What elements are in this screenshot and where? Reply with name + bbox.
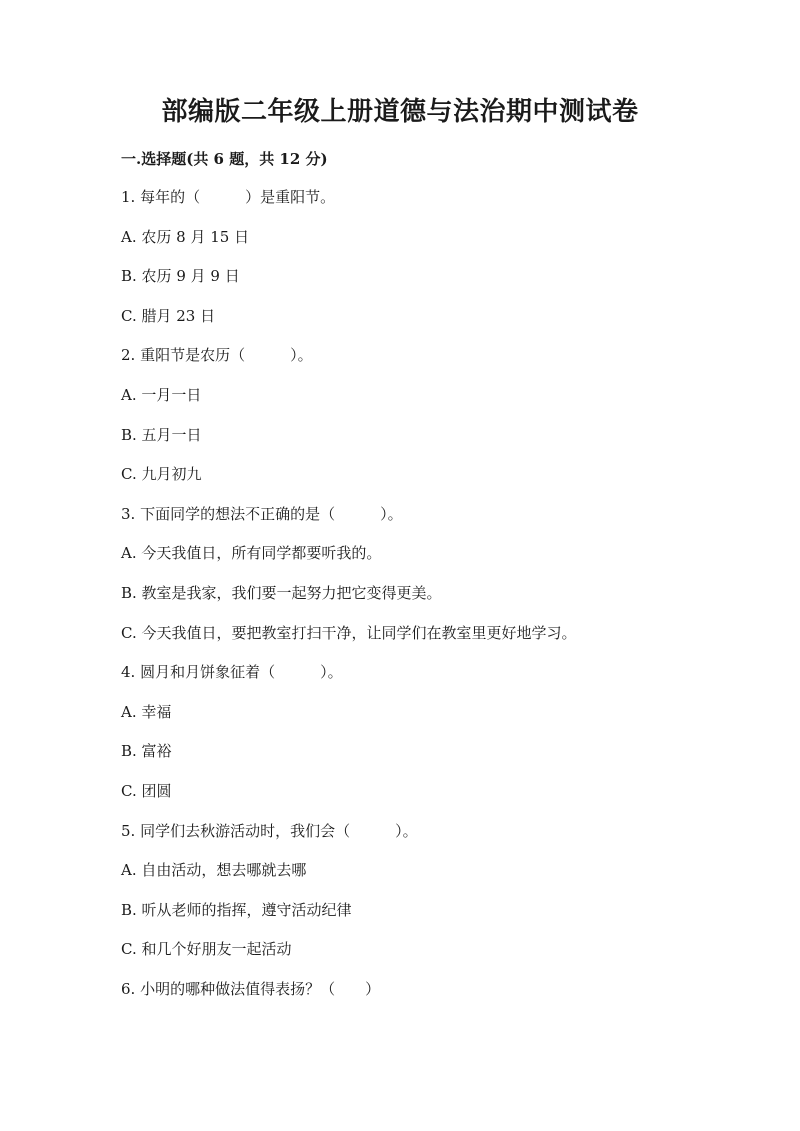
question-1-option-c: C. 腊月 23 日 (121, 306, 216, 325)
section-heading: 一.选择题(共 6 题，共 12 分) (121, 150, 328, 168)
question-4-option-c: C. 团圆 (121, 781, 172, 800)
question-4-option-b: B. 富裕 (121, 742, 172, 761)
question-4: 4. 圆月和月饼象征着（ ）。 (121, 663, 343, 682)
question-2-option-a: A. 一月一日 (121, 385, 202, 404)
question-2: 2. 重阳节是农历（ ）。 (121, 346, 313, 365)
question-5: 5. 同学们去秋游活动时，我们会（ ）。 (121, 821, 418, 840)
question-5-option-b: B. 听从老师的指挥，遵守活动纪律 (121, 900, 352, 919)
question-3: 3. 下面同学的想法不正确的是（ ）。 (121, 504, 403, 523)
question-5-option-c: C. 和几个好朋友一起活动 (121, 940, 292, 959)
question-1: 1. 每年的（ ）是重阳节。 (121, 188, 336, 206)
question-6: 6. 小明的哪种做法值得表扬？（ ） (121, 979, 381, 998)
page-title: 部编版二年级上册道德与法治期中测试卷 (161, 97, 639, 127)
question-3-option-c: C. 今天我值日，要把教室打扫干净，让同学们在教室里更好地学习。 (121, 623, 577, 642)
question-list (121, 184, 761, 1015)
question-1-option-b: B. 农历 9 月 9 日 (121, 267, 240, 286)
question-2-option-c: C. 九月初九 (121, 465, 202, 484)
question-2-option-b: B. 五月一日 (121, 425, 202, 444)
question-1-option-a: A. 农历 8 月 15 日 (121, 227, 250, 246)
question-5-option-a: A. 自由活动，想去哪就去哪 (121, 861, 307, 880)
question-3-option-b: B. 教室是我家，我们要一起努力把它变得更美。 (121, 583, 442, 602)
question-3-option-a: A. 今天我值日，所有同学都要听我的。 (121, 544, 382, 563)
question-4-option-a: A. 幸福 (121, 702, 172, 721)
